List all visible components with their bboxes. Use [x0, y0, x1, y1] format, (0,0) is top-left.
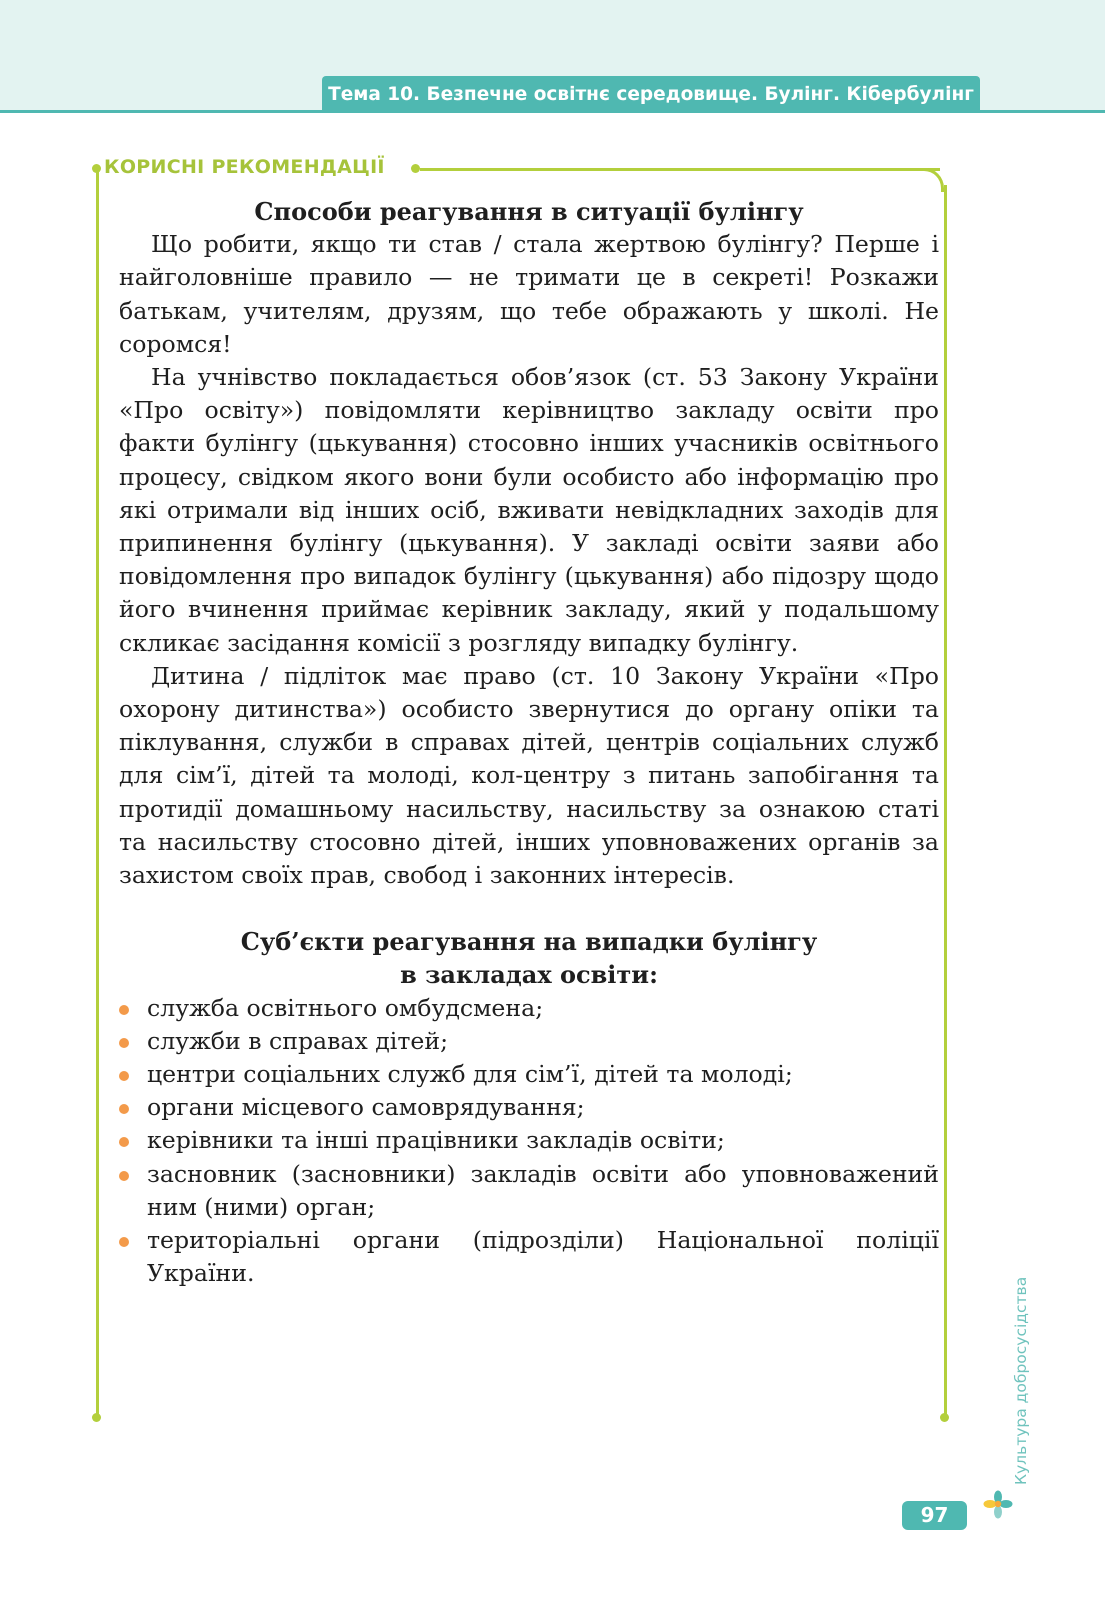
topic-header: Тема 10. Безпечне освітнє середовище. Булінг. Кібербулінг	[322, 76, 980, 113]
list-item: засновник (засновники) закладів освіти або уповноважений ним (ними) орган;	[119, 1158, 939, 1224]
paragraph: На учнівство покладається обов’язок (ст. 53 Закону України «Про освіту») повідомляти керівництво закладу освіти про факти булінгу (цькування) стосовно інших учасників освітнього процесу, свідком якого вони були особисто або інформацію про які отримали від інших осіб, вживати невідкладних заходів для припинення булінгу (цькування). У закладі освіти заяви або повідомлення про випадок булінгу (цькування) або підозру щодо його вчинення приймає керівник закладу, який у подальшому скликає засідання комісії з розгляду випадку булінгу.	[119, 363, 939, 657]
border-dot-bottom-left	[92, 1413, 101, 1422]
recommendations-content	[119, 195, 939, 1291]
list-item: служби в справах дітей;	[119, 1025, 939, 1058]
section-heading	[119, 925, 939, 991]
box-border-corner	[920, 168, 944, 192]
bullet-dot-icon	[119, 1071, 129, 1081]
box-label: КОРИСНІ РЕКОМЕНДАЦІЇ	[104, 156, 385, 178]
border-dot-bottom-right	[940, 1413, 949, 1422]
section-heading: Способи реагування в ситуації булінгу	[254, 197, 804, 226]
bullet-dot-icon	[119, 1038, 129, 1048]
paragraph: Дитина / підліток має право (ст. 10 Закону України «Про охорону дитинства») особисто звернутися до органу опіки та піклування, служби в справах дітей, центрів соціальних служб для сім’ї, дітей та молоді, кол-центру з питань запобігання та протидії домашньому насильству, насильству за ознакою статі та насильству стосовно дітей, інших уповноважених органів за захистом своїх прав, свобод і законних інтересів.	[119, 661, 939, 890]
section-heading-line: в закладах освіти:	[400, 960, 658, 990]
list-item: територіальні органи (підрозділи) Національної поліції України.	[119, 1224, 939, 1290]
list-item: керівники та інші працівники закладів освіти;	[119, 1124, 939, 1157]
flower-icon	[983, 1490, 1013, 1520]
side-section-title: Культура добросусідства	[1012, 1276, 1030, 1485]
box-border-top	[420, 168, 940, 171]
list-item: служба освітнього омбудсмена;	[119, 992, 939, 1025]
page-number: 97	[902, 1501, 967, 1530]
list-item: органи місцевого самоврядування;	[119, 1091, 939, 1124]
bullet-dot-icon	[119, 1104, 129, 1114]
subjects-list	[119, 992, 939, 1291]
box-border-right	[944, 185, 947, 1418]
border-dot-top	[411, 164, 420, 173]
border-dot-top-left	[92, 164, 101, 173]
bullet-dot-icon	[119, 1171, 129, 1181]
section-heading-line: Суб’єкти реагування на випадки булінгу	[240, 927, 818, 957]
list-item: центри соціальних служб для сім’ї, дітей та молоді;	[119, 1058, 939, 1091]
bullet-dot-icon	[119, 1005, 129, 1015]
paragraph: Що робити, якщо ти став / стала жертвою булінгу? Перше і найголовніше правило — не тримати це в секреті! Розкажи батькам, учителям, друзям, що тебе ображають у школі. Не соромся!	[119, 230, 939, 358]
box-border-left	[96, 168, 99, 1418]
bullet-dot-icon	[119, 1137, 129, 1147]
bullet-dot-icon	[119, 1237, 129, 1247]
